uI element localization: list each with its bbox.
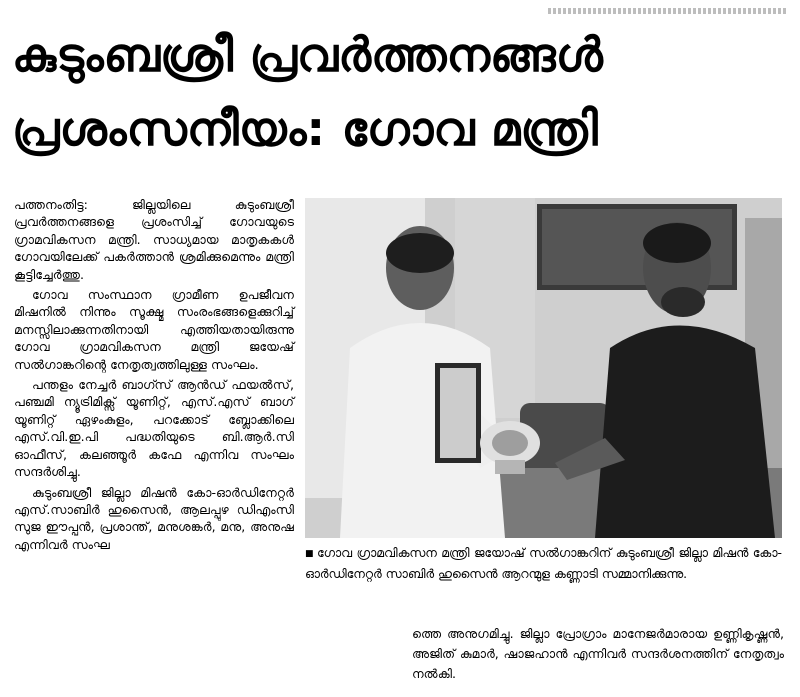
photo-caption bbox=[305, 543, 782, 583]
caption-bullet-icon: ■ bbox=[305, 549, 314, 559]
article-paragraph: പത്തനംതിട്ട: ജില്ലയിലെ കുടുംബശ്രീ പ്രവർത്തനങ്ങളെ പ്രശംസിച്ച് ഗോവയുടെ ഗ്രാമവികസന മന്ത്രി. സാധ്യമായ മാതൃകകൾ ഗോവയിലേക്ക് പകർത്താൻ ശ്രമിക്കുമെന്നും മന്ത്രി കൂട്ടിച്ചേർത്തു. bbox=[14, 197, 294, 282]
decorative-top-rule bbox=[548, 8, 786, 14]
headline-line-2: പ്രശംസനീയം: ഗോവ മന്ത്രി bbox=[12, 102, 598, 157]
article-column-left bbox=[14, 196, 294, 556]
article-paragraph: കുടുംബശ്രീ ജില്ലാ മിഷൻ കോ-ഓർഡിനേറ്റർ എസ്.സാബിർ ഹുസൈൻ, ആലപ്പുഴ ഡിഎംസി സുജ ഈപ്പൻ, പ്രശാന്ത്, മനുശങ്കർ, മനു, അനുഷ എന്നിവർ സംഘ bbox=[14, 484, 294, 552]
headline-line-1: കുടുംബശ്രീ പ്രവർത്തനങ്ങൾ bbox=[12, 28, 603, 83]
article-paragraph: പന്തളം നേച്ചർ ബാഗ്സ് ആൻഡ് ഫയൽസ്, പഞ്ചമി ന്യൂട്രിമിക്സ് യൂണിറ്റ്, എസ്.എസ് ബാഗ് യൂണിറ്റ് ഏഴംകുളം, പറക്കോട് ബ്ലോക്കിലെ എസ്.വി.ഇ.പി പദ്ധതിയുടെ ബി.ആർ.സി ഓഫീസ്, കലഞ്ഞൂർ കഫേ എന്നിവ സംഘം സന്ദർശിച്ചു. bbox=[14, 377, 294, 480]
article-column-right bbox=[412, 624, 784, 684]
photo-illustration bbox=[305, 198, 782, 538]
headline bbox=[12, 28, 788, 158]
caption-text: ഗോവ ഗ്രാമവികസന മന്ത്രി ജയോഷ് സൽഗാങ്കറിന് കുടുംബശ്രീ ജില്ലാ മിഷൻ കോ-ഓർഡിനേറ്റർ സാബിർ ഹുസൈൻ ആറന്മുള കണ്ണാടി സമ്മാനിക്കുന്നു. bbox=[305, 545, 782, 581]
news-photo bbox=[305, 198, 782, 538]
article-paragraph: ഗോവ സംസ്ഥാന ഗ്രാമീണ ഉപജീവന മിഷനിൽ നിന്നും സൂക്ഷ്മ സംരംഭങ്ങളെക്കുറിച്ച് മനസ്സിലാക്കുന്നതിനായി എത്തിയതായിരുന്നു ഗോവ ഗ്രാമവികസന മന്ത്രി ജയേഷ് സൽഗാങ്കറിന്റെ നേതൃത്വത്തിലുള്ള സംഘം. bbox=[14, 287, 294, 372]
article-continuation: ത്തെ അനുഗമിച്ചു. ജില്ലാ പ്രോഗ്രാം മാനേജർമാരായ ഉണ്ണികൃഷ്ണൻ, അജിത് കുമാർ, ഷാജഹാൻ എന്നിവർ സന്ദർശനത്തിന് നേതൃത്വം നൽകി. bbox=[412, 626, 784, 681]
